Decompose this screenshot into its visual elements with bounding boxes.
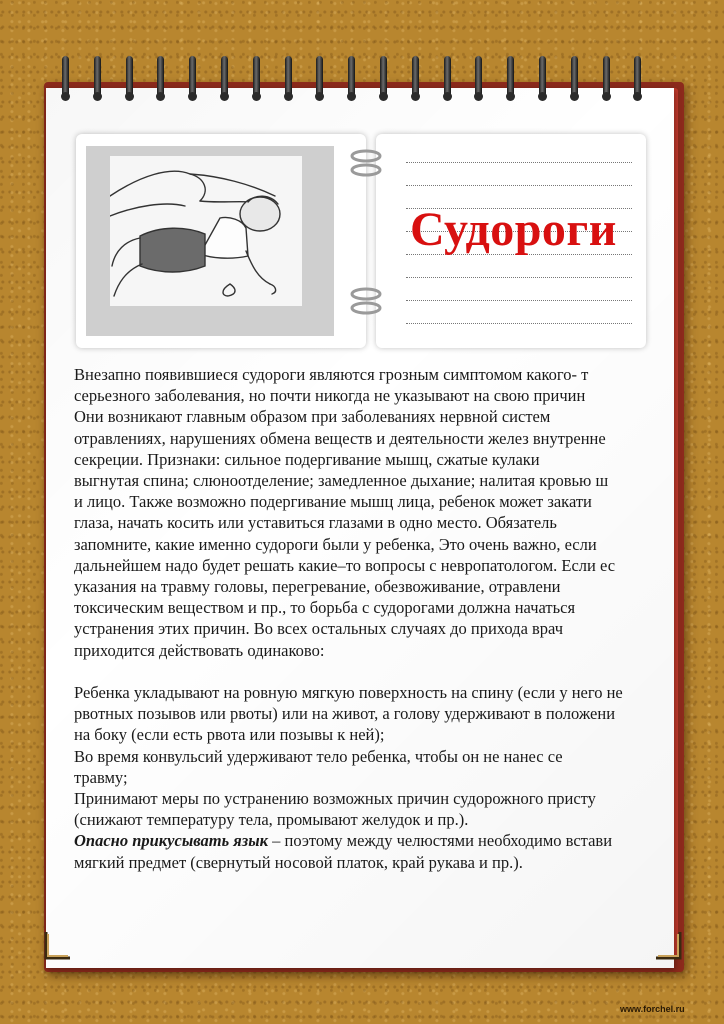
binding-ring — [539, 56, 546, 100]
text-line: серьезного заболевания, но почти никогда не указывают на свою причин — [74, 386, 586, 406]
binding-ring — [507, 56, 514, 100]
text-line: рвотных позывов или рвоты) или на живот, а голову удерживают в положени — [74, 704, 616, 724]
text-line: отравлениях, нарушениях обмена веществ и деятельности желез внутренне — [74, 428, 606, 448]
binding-ring — [412, 56, 419, 100]
text-line: указания на травму головы, перегревание, обезвоживание, отравлени — [74, 577, 561, 597]
binding-ring — [316, 56, 323, 100]
binding-ring — [62, 56, 69, 100]
binding-ring — [285, 56, 292, 100]
text-line: токсическим веществом и пр., то борьба с судорогами должна начаться — [74, 598, 576, 618]
page-title: Судороги — [410, 203, 617, 256]
emphasis-line — [74, 830, 654, 851]
text-line: Во время конвульсий удерживают тело ребенка, чтобы он не нанес се — [74, 746, 563, 766]
binding-ring — [571, 56, 578, 100]
emphasis-rest: – поэтому между челюстями необходимо встави — [268, 831, 613, 851]
text-line: запомните, какие именно судороги были у ребенка, Это очень важно, если — [74, 534, 597, 554]
text-line: Внезапно появившиеся судороги являются грозным симптомом какого- т — [74, 365, 589, 384]
text-line: и лицо. Также возможно подергивание мышц лица, ребенок может закати — [74, 492, 592, 512]
article-body — [74, 364, 654, 884]
binding-ring — [634, 56, 641, 100]
binding-ring — [126, 56, 133, 100]
dotted-line — [406, 185, 632, 186]
text-line: Они возникают главным образом при заболеваниях нервной систем — [74, 407, 551, 427]
paragraph-first-aid — [74, 682, 654, 830]
text-line: выгнутая спина; слюноотделение; замедленное дыхание; налитая кровью ш — [74, 471, 609, 491]
dotted-line — [406, 277, 632, 278]
text-line: Ребенка укладывают на ровную мягкую поверхность на спину (если у него не — [74, 683, 623, 703]
text-line: глаза, начать косить или уставиться глазами в одно место. Обязатель — [74, 513, 557, 533]
binding-ring — [253, 56, 260, 100]
binding-ring — [444, 56, 451, 100]
binding-ring — [603, 56, 610, 100]
spiral-binding — [62, 56, 662, 104]
card-ring-2 — [346, 282, 386, 322]
text-line: дальнейшем надо будет решать какие–то вопросы с невропатологом. Если ес — [74, 555, 616, 575]
binding-ring — [475, 56, 482, 100]
site-credit: www.forchel.ru — [620, 1004, 685, 1014]
corner-clip-right — [654, 930, 684, 962]
text-line: устранения этих причин. Во всех остальных случаях до прихода врач — [74, 619, 564, 639]
text-line: травму; — [74, 767, 128, 787]
binding-ring — [157, 56, 164, 100]
corner-clip-left — [42, 930, 72, 962]
dotted-line — [406, 323, 632, 324]
binding-ring — [221, 56, 228, 100]
binding-ring — [189, 56, 196, 100]
emphasis-text: Опасно прикусывать язык — [74, 831, 269, 851]
binding-ring — [348, 56, 355, 100]
dotted-line — [406, 300, 632, 301]
text-line: секреции. Признаки: сильное подергивание мышц, сжатые кулаки — [74, 449, 540, 469]
card-ring-1 — [346, 144, 386, 184]
last-line: мягкий предмет (свернутый носовой платок, край рукава и пр.). — [74, 852, 523, 872]
binding-ring — [94, 56, 101, 100]
seizure-illustration — [110, 156, 302, 306]
binding-ring — [380, 56, 387, 100]
text-line: на боку (если есть рвота или позывы к ней); — [74, 725, 385, 745]
paragraph-symptoms — [74, 364, 654, 661]
text-line: Принимают меры по устранению возможных причин судорожного присту — [74, 789, 596, 809]
dotted-line — [406, 162, 632, 163]
text-line: (снижают температуру тела, промывают желудок и пр.). — [74, 810, 469, 830]
text-line: приходится действовать одинаково: — [74, 640, 325, 660]
illustration-card — [76, 134, 366, 348]
